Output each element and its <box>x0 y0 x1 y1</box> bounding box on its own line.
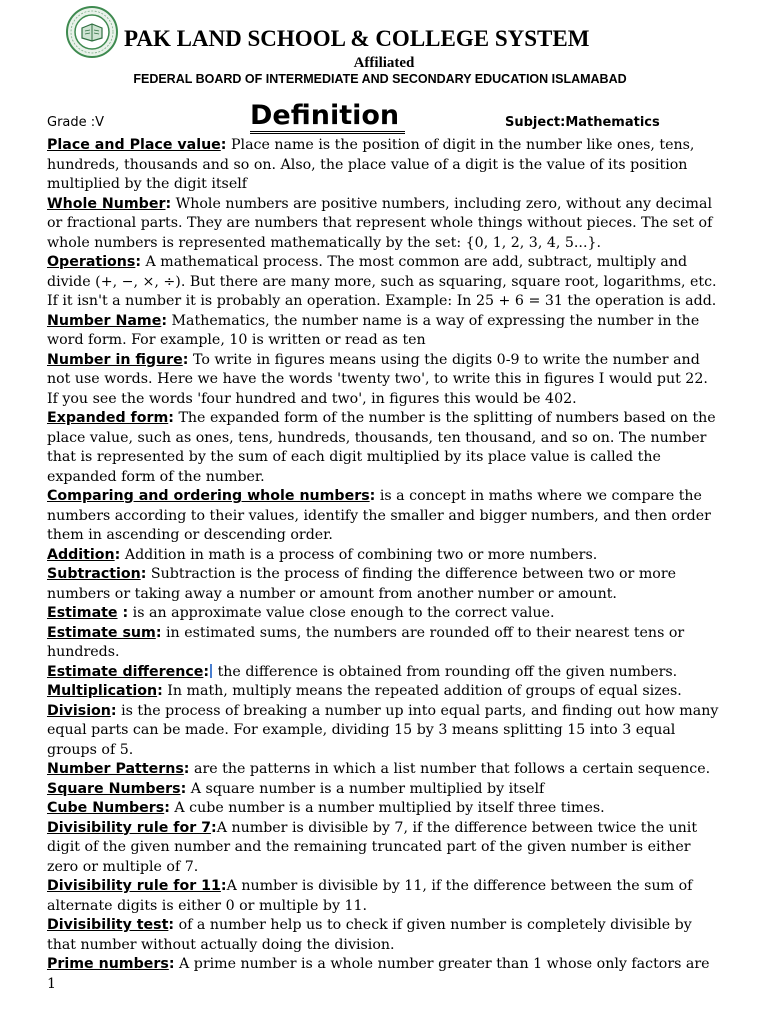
title-underline <box>250 131 405 134</box>
definition-term: Expanded form <box>47 410 169 426</box>
definition-term: Operations <box>47 254 136 270</box>
definition-text: Whole numbers are positive numbers, including zero, without any decimal or fractional parts. They are numbers that represent whole things without pieces. The set of whole numbers is represented mathematically by the set: {0, 1, 2, 3, 4, 5...}. <box>47 195 713 251</box>
definition-item <box>47 136 723 195</box>
definitions-list <box>47 136 723 994</box>
definition-text: Addition in math is a process of combining two or more numbers. <box>120 546 598 563</box>
definition-separator: : <box>140 566 147 582</box>
definition-term: Estimate sum <box>47 624 156 641</box>
board-name: FEDERAL BOARD OF INTERMEDIATE AND SECONDARY EDUCATION ISLAMABAD <box>133 72 627 86</box>
definition-item <box>47 546 723 566</box>
definition-term: Cube Numbers <box>47 800 165 816</box>
definition-text: of a number help us to check if given number is completely divisible by that number without actually doing the division. <box>47 917 692 953</box>
school-logo <box>66 6 118 58</box>
definition-term: Place and Place value <box>47 137 221 153</box>
definition-item <box>47 877 723 916</box>
definition-item <box>47 565 723 604</box>
subject-label: Subject:Mathematics <box>505 115 660 130</box>
definition-text: the difference is obtained from rounding off the given numbers. <box>213 663 678 680</box>
definition-separator: : <box>183 761 190 777</box>
definition-text: The expanded form of the number is the splitting of numbers based on the place value, such as ones, tens, hundreds, thousands, ten thousand, and so on. The number that is represented by the sum of each digit multiplied by its place value is called the expanded form of the number. <box>47 410 716 485</box>
definition-term: Estimate difference <box>47 663 204 680</box>
definition-text: Mathematics, the number name is a way of expressing the number in the word form. For example, 10 is written or read as ten <box>47 312 700 348</box>
affiliated-label: Affiliated <box>353 55 415 71</box>
definition-item <box>47 760 723 780</box>
definition-item <box>47 702 723 761</box>
definition-text: A mathematical process. The most common are add, subtract, multiply and divide (+, −, ×, ÷). But there are many more, such as squaring, square root, logarithms, etc. If it isn't a number it is probably an operation. Example: In 25 + 6 = 31 the operation is add. <box>47 254 717 309</box>
definition-text: A number is divisible by 7, if the difference between twice the unit digit of the given number and the remaining truncated part of the given number is either zero or multiple of 7. <box>47 819 698 875</box>
definition-item <box>47 799 723 819</box>
definition-separator: : <box>168 410 174 426</box>
document-header <box>0 0 768 100</box>
definition-item <box>47 604 723 624</box>
definition-term: Divisibility test <box>47 917 169 933</box>
definition-term: Divisibility rule for 11 <box>47 878 221 894</box>
definition-separator: : <box>180 780 187 797</box>
definition-item <box>47 624 723 663</box>
definition-item <box>47 487 723 546</box>
definition-separator: : <box>168 917 175 933</box>
definition-term: Number Patterns <box>47 761 184 777</box>
definition-text: is a concept in maths where we compare the numbers according to their values, identify the smaller and bigger numbers, and then order them in ascending or descending order. <box>47 488 711 543</box>
definition-item <box>47 312 723 351</box>
definition-term: Division <box>47 702 111 719</box>
definition-term: Divisibility rule for 7 <box>47 819 212 836</box>
definition-separator: : <box>155 624 162 641</box>
definition-separator: : <box>110 702 117 719</box>
definition-item <box>47 351 723 410</box>
definition-item <box>47 663 723 683</box>
definition-text: A square number is a number multiplied by itself <box>186 780 545 797</box>
definition-separator: : <box>369 488 376 504</box>
definition-separator: : <box>135 254 142 270</box>
definition-separator: : <box>220 137 227 153</box>
definition-separator: : <box>220 878 227 894</box>
definition-item <box>47 780 723 800</box>
page-title: Definition <box>250 100 400 131</box>
definition-text: A number is divisible by 11, if the difference between the sum of alternate digits is either 0 or multiple by 11. <box>47 878 693 914</box>
definition-item <box>47 819 723 878</box>
definition-separator: : <box>114 546 121 563</box>
definition-separator: : <box>165 195 172 212</box>
definition-text: Place name is the position of digit in the number like ones, tens, hundreds, thousands and so on. Also, the place value of a digit is the value of its position multiplied by the digit itself <box>47 137 695 192</box>
definition-term: Number in figure <box>47 351 183 368</box>
definition-term: Number Name <box>47 312 162 329</box>
definition-separator: : <box>161 312 168 329</box>
definition-text: Subtraction is the process of finding the difference between two or more numbers or taking away a number or amount from another number or amount. <box>47 566 677 602</box>
definition-term: Prime numbers <box>47 956 169 972</box>
grade-label: Grade :V <box>47 115 105 130</box>
definition-separator: : <box>157 683 163 699</box>
definition-item <box>47 916 723 955</box>
definition-separator: : <box>211 819 217 836</box>
text-cursor <box>210 664 212 678</box>
definition-text: are the patterns in which a list number that follows a certain sequence. <box>189 761 711 777</box>
definition-separator: : <box>117 605 129 621</box>
definition-term: Subtraction <box>47 566 141 582</box>
definition-text: To write in figures means using the digits 0-9 to write the number and not use words. Here we have the words 'twenty two', to write this in figures I would put 22. If you see the words 'four hundred and two', in figures this would be 402. <box>47 351 708 407</box>
definition-term: Whole Number <box>47 195 166 212</box>
definition-item <box>47 195 723 254</box>
definition-text: A cube number is a number multiplied by itself three times. <box>169 800 605 816</box>
definition-term: Estimate <box>47 605 118 621</box>
definition-item <box>47 253 723 312</box>
definition-text: A prime number is a whole number greater than 1 whose only factors are 1 <box>47 956 710 992</box>
definition-separator: : <box>182 351 189 368</box>
definition-separator: : <box>164 800 170 816</box>
definition-text: is an approximate value close enough to the correct value. <box>128 605 555 621</box>
definition-separator: : <box>203 663 210 680</box>
definition-term: Addition <box>47 546 115 563</box>
definition-text: In math, multiply means the repeated addition of groups of equal sizes. <box>162 683 682 699</box>
definition-item <box>47 409 723 487</box>
definition-separator: : <box>168 956 175 972</box>
definition-item <box>47 955 723 994</box>
school-name: PAK LAND SCHOOL & COLLEGE SYSTEM <box>124 26 590 51</box>
definition-term: Comparing and ordering whole numbers <box>47 488 370 504</box>
definition-text: in estimated sums, the numbers are rounded off to their nearest tens or hundreds. <box>47 624 685 660</box>
definition-item <box>47 682 723 702</box>
definition-term: Multiplication <box>47 683 158 699</box>
definition-term: Square Numbers <box>47 780 181 797</box>
definition-text: is the process of breaking a number up into equal parts, and finding out how many equal parts can be made. For example, dividing 15 by 3 means splitting 15 into 3 equal groups of 5. <box>47 702 719 758</box>
